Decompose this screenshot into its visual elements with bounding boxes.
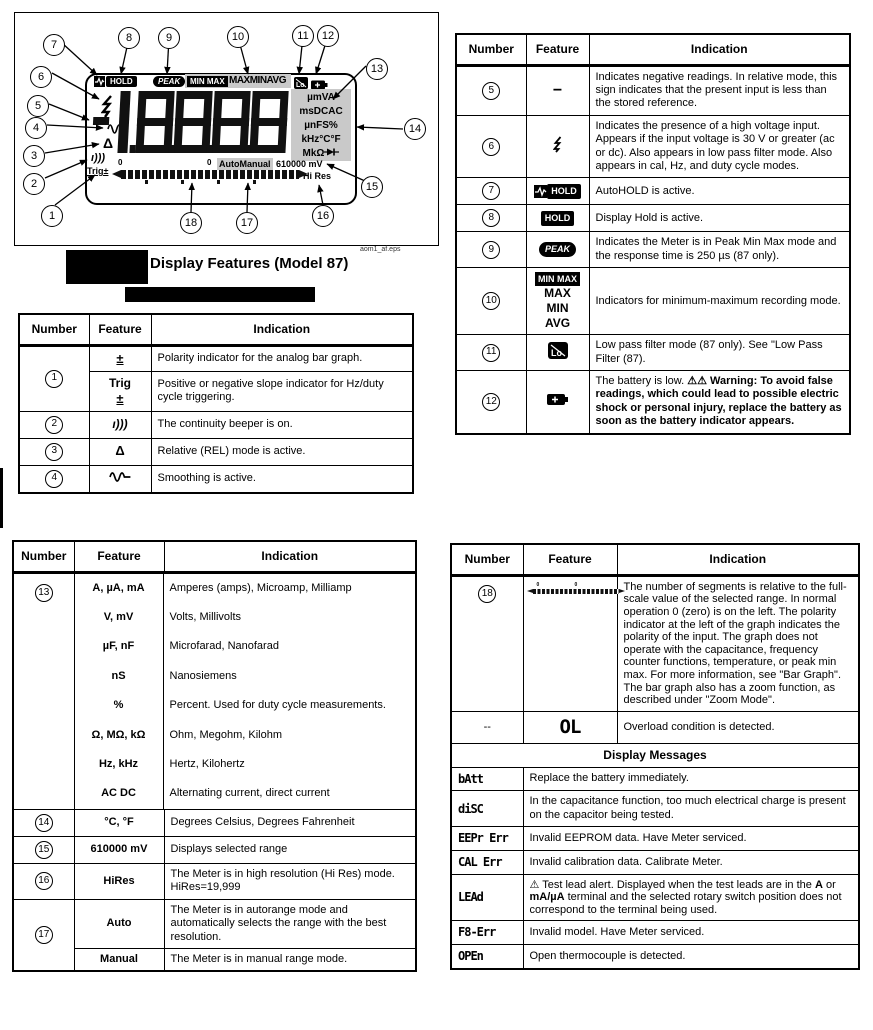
warning-icons: ⚠⚠: [687, 374, 707, 387]
table-row: CAL Err Invalid calibration data. Calibrate Meter.: [451, 850, 859, 874]
table-row: 11 Lo Low pass filter mode (87 only). See "Low Pass Filter (87).: [456, 335, 850, 371]
item-number: 13: [35, 584, 53, 602]
callout-13: 13: [366, 58, 388, 80]
units-list: A, µA, mA Amperes (amps), Microamp, Milliamp V, mV Volts, Millivolts µF, nF Microfarad, Nanofarad nS Nanosiemens % Percent. Used for duty cycle measurements. Ω, MΩ, kΩ Ohm, Megohm, Kilohm Hz, kHz Hertz, Kilohertz AC DC Alternating current, direct current: [75, 574, 416, 809]
col-indication: Indication: [617, 544, 859, 575]
table-row: 15 610000 mV Displays selected range: [13, 836, 416, 863]
redaction-bar: [125, 287, 315, 302]
bar-graph-icon: 0 0: [533, 589, 619, 594]
callout-12: 12: [317, 25, 339, 47]
trig-label: Trig: [108, 376, 131, 391]
table-row: diSC In the capacitance function, too much electrical charge is present on the capacitor being tested.: [451, 791, 859, 827]
callout-8: 8: [118, 27, 140, 49]
item-number: 16: [35, 872, 53, 890]
hold-indicator: HOLD: [106, 76, 137, 87]
callout-1: 1: [41, 205, 63, 227]
table-row: -- OL Overload condition is detected.: [451, 712, 859, 744]
callout-18: 18: [180, 212, 202, 234]
table-row: bAtt Replace the battery immediately.: [451, 767, 859, 791]
message-code: diSC: [451, 791, 523, 827]
battery-icon: [547, 393, 569, 406]
item-number: 3: [45, 443, 63, 461]
features-table-1-4: [18, 313, 414, 494]
trig-indicator: Trig±: [87, 166, 109, 176]
item-number: 17: [35, 926, 53, 944]
callout-14: 14: [404, 118, 426, 140]
warning-text: Warning: To avoid false readings, which could lead to possible electric shock or personal injury, replace the battery as soon as the battery indicator appears.: [595, 374, 842, 428]
message-code: LEAd: [451, 874, 523, 921]
auto-manual-indicator: AutoManual: [219, 159, 271, 169]
features-table-18-messages: [450, 543, 860, 970]
callout-11: 11: [292, 25, 314, 47]
item-number: 5: [482, 82, 500, 100]
relative-delta-icon: Δ: [103, 135, 114, 151]
table-row: 9 PEAK Indicates the Meter is in Peak Min Max mode and the response time is 250 µs (87 only).: [456, 232, 850, 268]
features-table-13-17: [12, 540, 417, 972]
units-block: µmVA msDCAC µnFS% kHz°C°F MkΩ: [291, 89, 351, 161]
callout-7: 7: [43, 34, 65, 56]
hold-badge: HOLD: [547, 184, 581, 199]
col-indication: Indication: [164, 541, 416, 572]
relative-delta-icon: Δ: [115, 443, 125, 459]
col-number: Number: [456, 34, 526, 65]
smoothing-icon: [109, 470, 131, 482]
callout-10: 10: [227, 26, 249, 48]
hires-indicator: Hi Res: [303, 171, 332, 181]
table-row: 2 ı))) The continuity beeper is on.: [19, 411, 413, 438]
minus-sign: −: [552, 81, 563, 99]
page-edge-mark: [0, 468, 3, 528]
item-number: 9: [482, 241, 500, 259]
table-row: [13, 572, 416, 809]
maxminavg-indicator: MAXMINAVG: [229, 75, 286, 86]
peak-badge: PEAK: [539, 242, 576, 257]
table-row: LEAd ⚠ Test lead alert. Displayed when the test leads are in the A or mA/µA terminal and the selected rotary switch position does not correspond to the terminal being used.: [451, 874, 859, 921]
overload-symbol: OL: [523, 712, 617, 744]
item-number: 6: [482, 138, 500, 156]
table-row: [451, 744, 859, 768]
table-row: 18 0 0 The number of segments is relative to the full-scale value of the selected range. In normal operation 0 (zero) is on the left. The polarity indicator at the left of the graph indicates the polarity of the input. The graph does not operate with the capacitance, frequency counter functions, temperature, or peak min max. For more information, see "Bar Graph". The bar graph also has a zoom function, as described under "Zoom Mode".: [451, 575, 859, 711]
callout-16: 16: [312, 205, 334, 227]
item-number: 2: [45, 416, 63, 434]
callout-2: 2: [23, 173, 45, 195]
callout-15: 15: [361, 176, 383, 198]
col-feature: Feature: [523, 544, 617, 575]
callout-17: 17: [236, 212, 258, 234]
col-feature: Feature: [89, 314, 151, 345]
table-row: 10 MIN MAX MAX MIN AVG Indicators for minimum-maximum recording mode.: [456, 268, 850, 335]
bar-zero-mid: 0: [207, 158, 212, 167]
redaction-box: [66, 250, 148, 284]
table-row: Manual The Meter is in manual range mode.: [13, 948, 416, 971]
col-indication: Indication: [151, 314, 413, 345]
table-row: EEPr Err Invalid EEPROM data. Have Meter serviced.: [451, 827, 859, 851]
table-row: 8 HOLD Display Hold is active.: [456, 205, 850, 232]
item-number: 8: [482, 209, 500, 227]
item-number: 1: [45, 370, 63, 388]
table-row: 12 The battery is low. ⚠⚠ Warning: To avoid false readings, which could lead to possible electric shock or personal injury, replace the battery as soon as the battery indicator appears.: [456, 370, 850, 433]
svg-text:Lo: Lo: [296, 82, 305, 89]
col-number: Number: [19, 314, 89, 345]
minmax-indicator: MIN MAX: [187, 76, 228, 87]
features-table-5-12: [455, 33, 851, 435]
item-number: 15: [35, 841, 53, 859]
message-code: F8-Err: [451, 921, 523, 945]
polarity-icon: ±: [116, 350, 124, 366]
item-number: 7: [482, 182, 500, 200]
col-number: Number: [13, 541, 74, 572]
col-feature: Feature: [526, 34, 589, 65]
minmax-badge: MIN MAX: [535, 272, 580, 286]
table-row: 4 Smoothing is active.: [19, 465, 413, 493]
continuity-beeper-icon: ı))): [112, 416, 128, 431]
callout-5: 5: [27, 95, 49, 117]
autohold-pulse-icon: [534, 185, 547, 198]
table-row: 6 Indicates the presence of a high voltage input. Appears if the input voltage is 30 V or greater (ac or dc). Also appears in low pass filter mode. Also appears in cal, Hz, and duty cycle modes.: [456, 115, 850, 178]
item-number: 4: [45, 470, 63, 488]
bar-zero-left: 0: [118, 158, 123, 167]
table-row: F8-Err Invalid model. Have Meter serviced.: [451, 921, 859, 945]
lowpass-icon: [548, 342, 568, 359]
display-messages-header: Display Messages: [451, 744, 859, 768]
item-number: 18: [478, 585, 496, 603]
peak-indicator: PEAK: [153, 76, 185, 87]
callout-6: 6: [30, 66, 52, 88]
item-number: 12: [482, 393, 500, 411]
table-row: 1 ± Polarity indicator for the analog bar graph.: [19, 345, 413, 371]
eps-filename: aom1_af.eps: [360, 246, 401, 253]
callout-3: 3: [23, 145, 45, 167]
table-row: 5 − Indicates negative readings. In relative mode, this sign indicates that the present input is less than the stored reference.: [456, 65, 850, 115]
table-row: 14 °C, °F Degrees Celsius, Degrees Fahrenheit: [13, 809, 416, 836]
table-row: 7 HOLD AutoHOLD is active.: [456, 178, 850, 205]
message-code: bAtt: [451, 767, 523, 791]
table-row: Trig ± Positive or negative slope indicator for Hz/duty cycle triggering.: [19, 372, 413, 411]
continuity-beeper-icon: ı))): [91, 152, 106, 164]
svg-text:Lo: Lo: [550, 347, 562, 358]
message-code: OPEn: [451, 945, 523, 969]
col-indication: Indication: [589, 34, 850, 65]
message-code: CAL Err: [451, 850, 523, 874]
table-row: 17 Auto The Meter is in autorange mode and automatically selects the range with the best resolution.: [13, 899, 416, 948]
range-indicator: 610000 mV: [276, 159, 323, 169]
callout-4: 4: [25, 117, 47, 139]
lcd-display-diagram: [14, 12, 439, 246]
message-code: EEPr Err: [451, 827, 523, 851]
figure-caption: Display Features (Model 87): [150, 255, 349, 272]
item-number: 14: [35, 814, 53, 832]
table-row: 3 Δ Relative (REL) mode is active.: [19, 438, 413, 465]
col-feature: Feature: [74, 541, 164, 572]
callout-9: 9: [158, 27, 180, 49]
item-number: 11: [482, 344, 500, 362]
col-number: Number: [451, 544, 523, 575]
hold-badge: HOLD: [541, 211, 575, 226]
table-row: 16 HiRes The Meter is in high resolution (Hi Res) mode. HiRes=19,999: [13, 863, 416, 899]
item-number: 10: [482, 292, 500, 310]
high-voltage-icon: [553, 136, 563, 153]
table-row: OPEn Open thermocouple is detected.: [451, 945, 859, 969]
